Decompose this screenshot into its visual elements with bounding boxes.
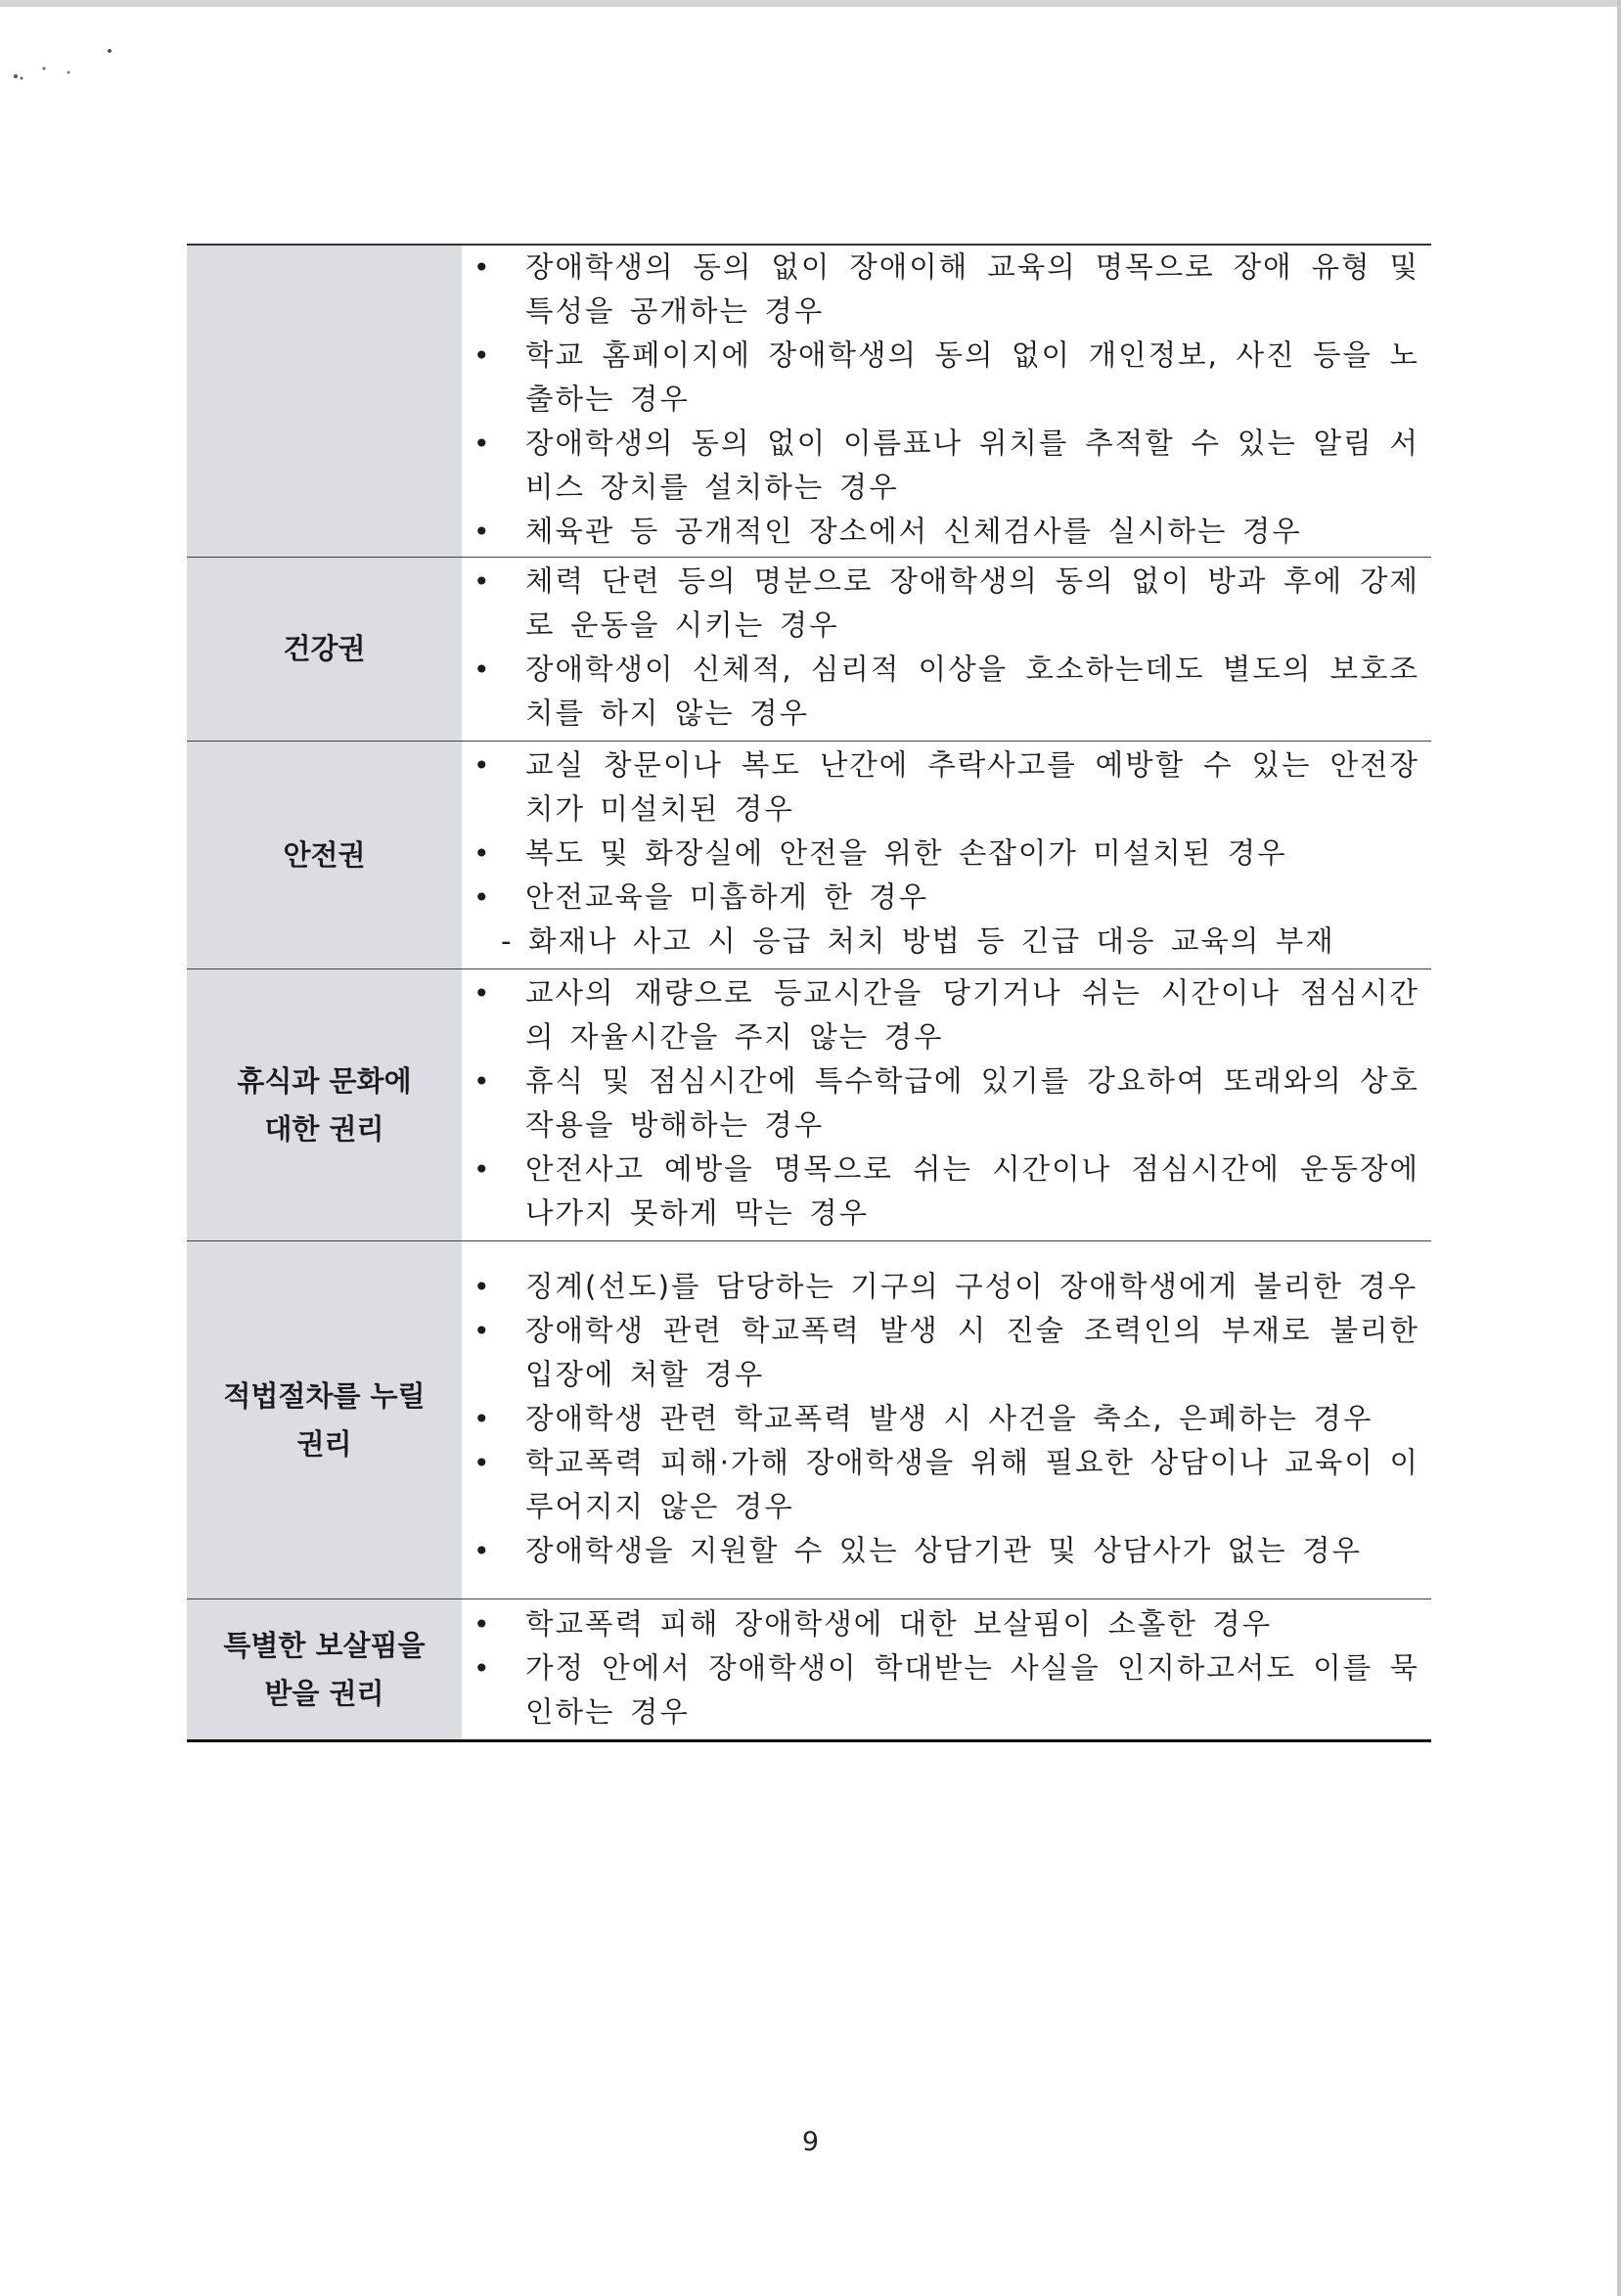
table-row	[187, 1599, 1431, 1741]
category-label: 건강권	[283, 632, 366, 665]
list-item: • 징계(선도)를 담당하는 기구의 구성이 장애학생에게 불리한 경우	[473, 1265, 1419, 1309]
category-label-cell	[187, 742, 462, 969]
table-row	[187, 558, 1431, 742]
examples-cell	[462, 245, 1431, 558]
list-item: • 장애학생을 지원할 수 있는 상담기관 및 상담사가 없는 경우	[473, 1529, 1419, 1573]
list-item: • 장애학생의 동의 없이 이름표나 위치를 추적할 수 있는 알림 서비스 장치를 설치하는 경우	[473, 422, 1419, 510]
category-label-cell	[187, 969, 462, 1241]
page-number: 9	[801, 2127, 820, 2157]
category-label-cell	[187, 1241, 462, 1599]
list-item: • 가정 안에서 장애학생이 학대받는 사실을 인지하고서도 이를 묵인하는 경우	[473, 1646, 1419, 1734]
table-row	[187, 969, 1431, 1241]
list-item: • 안전교육을 미흡하게 한 경우	[473, 876, 1419, 920]
category-label: 받을 권리	[264, 1676, 384, 1710]
category-label: 특별한 보살핌을	[223, 1628, 426, 1662]
list-item: • 복도 및 화장실에 안전을 위한 손잡이가 미설치된 경우	[473, 832, 1419, 876]
list-item: • 학교 홈페이지에 장애학생의 동의 없이 개인정보, 사진 등을 노출하는 경우	[473, 334, 1419, 422]
list-item: • 장애학생이 신체적, 심리적 이상을 호소하는데도 별도의 보호조치를 하지 않는 경우	[473, 648, 1419, 736]
category-label-cell	[187, 558, 462, 742]
category-label: 대한 권리	[264, 1111, 384, 1146]
list-item: • 장애학생의 동의 없이 장애이해 교육의 명목으로 장애 유형 및 특성을 공개하는 경우	[473, 246, 1419, 334]
scan-specks	[12, 41, 119, 80]
list-item: • 교사의 재량으로 등교시간을 당기거나 쉬는 시간이나 점심시간의 자율시간을 주지 않는 경우	[473, 971, 1419, 1059]
list-item: • 체육관 등 공개적인 장소에서 신체검사를 실시하는 경우	[473, 510, 1419, 554]
list-item: • 교실 창문이나 복도 난간에 추락사고를 예방할 수 있는 안전장치가 미설치된 경우	[473, 743, 1419, 832]
examples-cell	[462, 558, 1431, 742]
list-item: • 안전사고 예방을 명목으로 쉬는 시간이나 점심시간에 운동장에 나가지 못하게 막는 경우	[473, 1148, 1419, 1236]
category-label: 휴식과 문화에	[237, 1063, 412, 1098]
category-label: 권리	[296, 1426, 352, 1461]
list-item: • 휴식 및 점심시간에 특수학급에 있기를 강요하여 또래와의 상호작용을 방해하는 경우	[473, 1059, 1419, 1148]
scan-right-edge	[1617, 0, 1621, 2296]
examples-cell	[462, 742, 1431, 969]
category-label-cell	[187, 245, 462, 558]
sub-list-item: - 화재나 사고 시 응급 처치 방법 등 긴급 대응 교육의 부재	[501, 924, 1335, 958]
examples-cell	[462, 1599, 1431, 1741]
list-item: • 장애학생 관련 학교폭력 발생 시 사건을 축소, 은폐하는 경우	[473, 1397, 1419, 1441]
list-item: • 장애학생 관련 학교폭력 발생 시 진술 조력인의 부재로 불리한 입장에 처할 경우	[473, 1309, 1419, 1397]
scan-top-edge	[0, 0, 1621, 7]
table-row	[187, 1241, 1431, 1599]
category-label: 안전권	[283, 837, 366, 872]
table-row	[187, 245, 1431, 558]
category-label-cell	[187, 1599, 462, 1741]
category-label: 적법절차를 누릴	[223, 1378, 426, 1413]
list-item: • 학교폭력 피해 장애학생에 대한 보살핌이 소홀한 경우	[473, 1602, 1419, 1646]
table-row	[187, 742, 1431, 969]
examples-cell	[462, 969, 1431, 1241]
list-item: • 학교폭력 피해·가해 장애학생을 위해 필요한 상담이나 교육이 이루어지지 않은 경우	[473, 1441, 1419, 1529]
rights-violation-table	[187, 244, 1431, 1742]
list-item: • 체력 단련 등의 명분으로 장애학생의 동의 없이 방과 후에 강제로 운동을 시키는 경우	[473, 560, 1419, 648]
examples-cell	[462, 1241, 1431, 1599]
